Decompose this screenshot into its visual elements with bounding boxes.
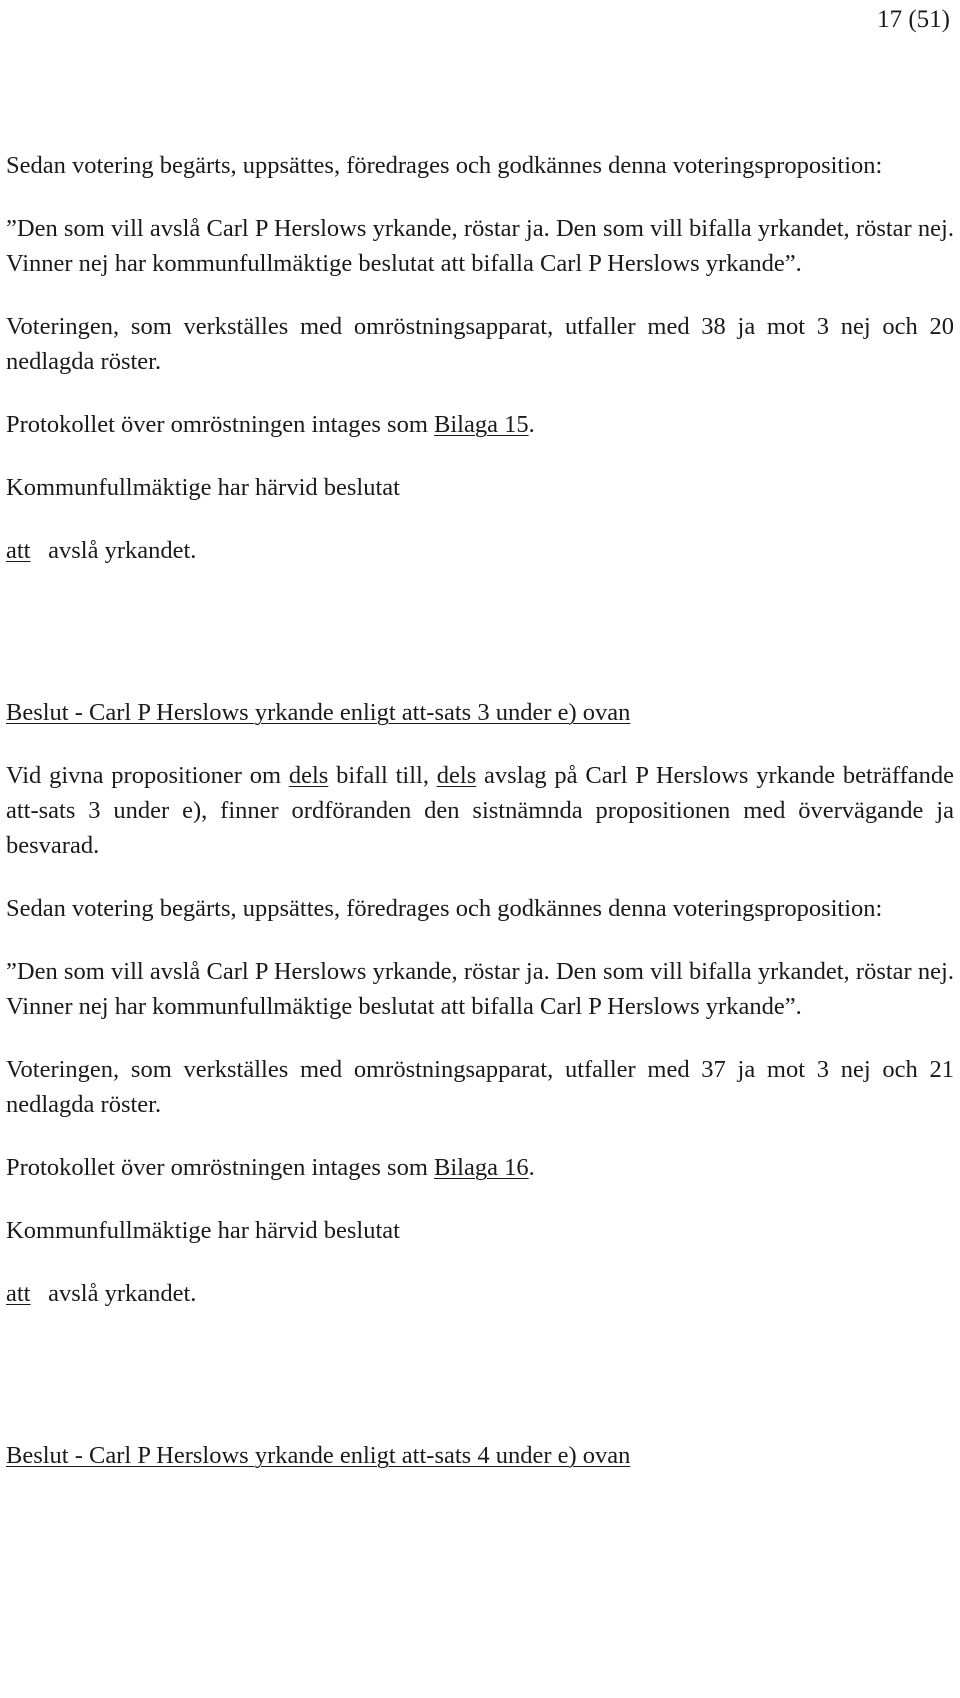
protocol-paragraph [6,1150,954,1185]
document-body [6,148,954,1473]
protocol-text: Protokollet över omröstningen intages som [6,411,435,438]
section-heading: Beslut - Carl P Herslows yrkande enligt att-sats 3 under e) ovan [6,699,631,726]
propositions-paragraph [6,758,954,863]
dels-underlined-2: dels [436,762,477,789]
attachment-reference: Bilaga 16 [434,1154,529,1181]
decision-line [6,533,954,568]
propositions-text-3: avslag på Carl P Herslows yrkande beträffande att-sats 3 under e), finner ordföranden den sistnämnda propositionen med övervägande ja besvarad. [6,762,954,859]
decision-att: att [6,1280,31,1307]
section-spacer [6,596,954,695]
decision-line [6,1276,954,1311]
resolution-intro: Kommunfullmäktige har härvid beslutat [6,1217,400,1244]
protocol-text: Protokollet över omröstningen intages som [6,1154,435,1181]
voting-result-paragraph: Voteringen, som verkställes med omröstningsapparat, utfaller med 38 ja mot 3 nej och 20 nedlagda röster. [6,313,954,375]
voting-intro-paragraph: Sedan votering begärts, uppsättes, föredrages och godkännes denna voteringsproposition: [6,895,883,922]
protocol-end: . [528,1154,535,1181]
section-spacer [6,1339,954,1438]
propositions-text-1: Vid givna propositioner om [6,762,289,789]
voting-intro-paragraph: Sedan votering begärts, uppsättes, föredrages och godkännes denna voteringsproposition: [6,152,883,179]
attachment-reference: Bilaga 15 [434,411,529,438]
propositions-text-2: bifall till, [328,762,437,789]
decision-att: att [6,537,31,564]
dels-underlined-1: dels [288,762,329,789]
voting-result-paragraph: Voteringen, som verkställes med omröstningsapparat, utfaller med 37 ja mot 3 nej och 21 nedlagda röster. [6,1056,954,1118]
protocol-end: . [528,411,535,438]
voting-proposition-paragraph: ”Den som vill avslå Carl P Herslows yrkande, röstar ja. Den som vill bifalla yrkandet, röstar nej. Vinner nej har kommunfullmäktige beslutat att bifalla Carl P Herslows yrkande”. [6,958,954,1020]
page-number: 17 (51) [877,6,950,33]
section-heading: Beslut - Carl P Herslows yrkande enligt att-sats 4 under e) ovan [6,1442,631,1469]
decision-text: avslå yrkandet. [48,537,197,564]
voting-proposition-paragraph: ”Den som vill avslå Carl P Herslows yrkande, röstar ja. Den som vill bifalla yrkandet, röstar nej. Vinner nej har kommunfullmäktige beslutat att bifalla Carl P Herslows yrkande”. [6,215,954,277]
resolution-intro: Kommunfullmäktige har härvid beslutat [6,474,400,501]
decision-text: avslå yrkandet. [48,1280,197,1307]
protocol-paragraph [6,407,954,442]
